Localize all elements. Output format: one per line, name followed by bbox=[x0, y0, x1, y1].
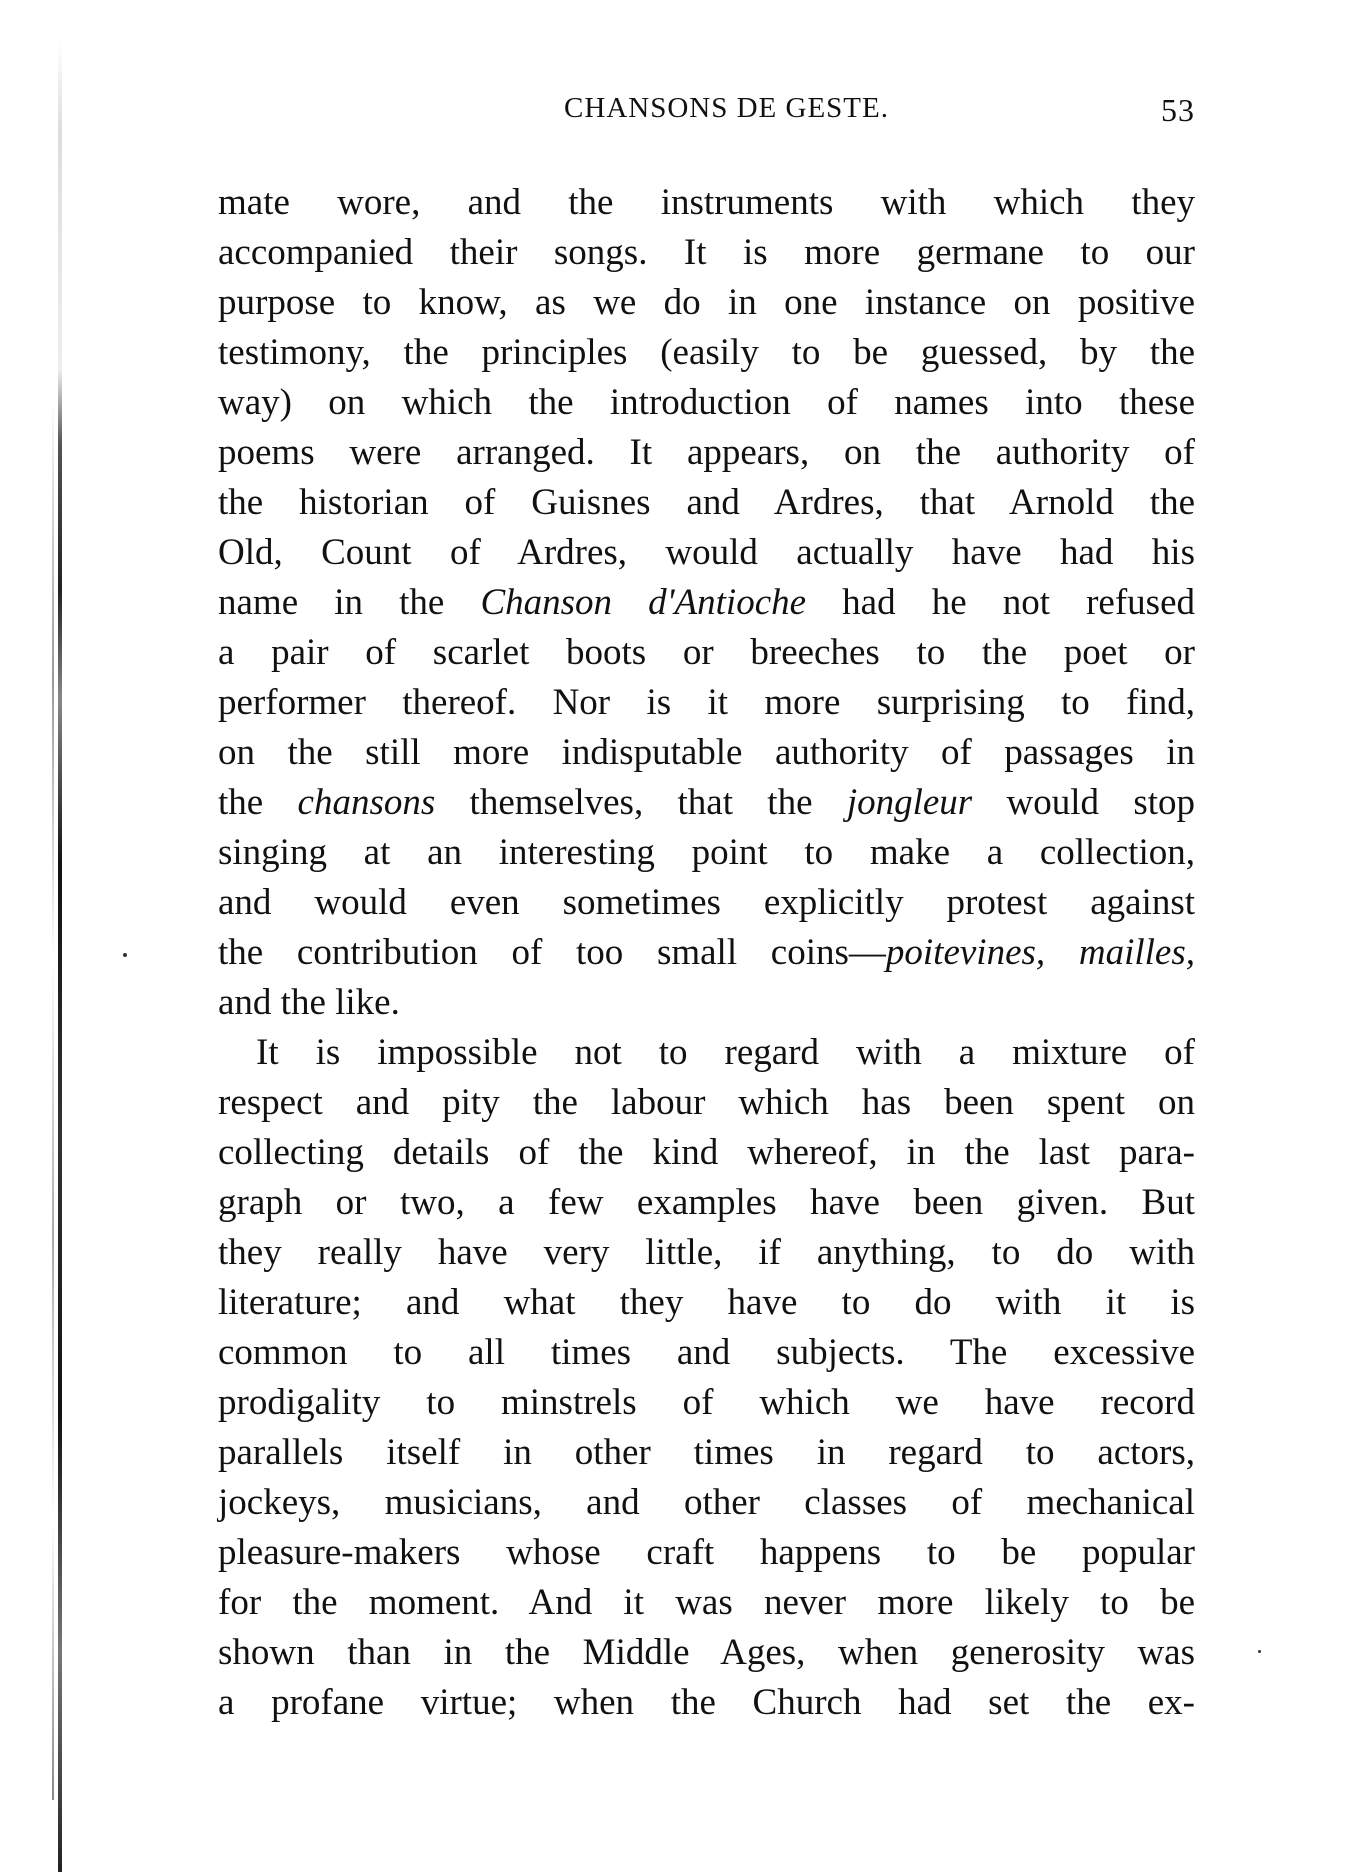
text-segment: a pair of scarlet boots or breeches to the poet or bbox=[218, 632, 1195, 673]
italic-text: Chanson d'Antioche bbox=[480, 582, 807, 623]
text-segment: pleasure-makers whose craft happens to be popular bbox=[218, 1532, 1195, 1573]
text-segment: literature; and what they have to do with it is bbox=[218, 1282, 1195, 1323]
text-line bbox=[218, 1328, 1195, 1378]
text-segment: jockeys, musicians, and other classes of mechanical bbox=[218, 1482, 1195, 1523]
text-line bbox=[218, 178, 1195, 228]
text-segment: It is impossible not to regard with a mixture of bbox=[256, 1032, 1195, 1073]
text-line bbox=[218, 1078, 1195, 1128]
text-line bbox=[218, 1528, 1195, 1578]
text-segment: accompanied their songs. It is more germane to our bbox=[218, 232, 1195, 273]
text-segment: and would even sometimes explicitly protest against bbox=[218, 882, 1195, 923]
text-line bbox=[218, 1228, 1195, 1278]
text-line bbox=[218, 978, 1195, 1028]
text-segment: common to all times and subjects. The excessive bbox=[218, 1332, 1195, 1373]
text-segment: graph or two, a few examples have been given. But bbox=[218, 1182, 1195, 1223]
text-segment: way) on which the introduction of names into these bbox=[218, 382, 1195, 423]
text-line bbox=[218, 478, 1195, 528]
text-line bbox=[218, 1428, 1195, 1478]
text-segment: and the like. bbox=[218, 982, 400, 1023]
text-segment: Old, Count of Ardres, would actually have had his bbox=[218, 532, 1195, 573]
text-segment: the historian of Guisnes and Ardres, that Arnold the bbox=[218, 482, 1195, 523]
text-line bbox=[218, 1278, 1195, 1328]
text-line bbox=[218, 528, 1195, 578]
body-text bbox=[218, 178, 1195, 1728]
text-segment: for the moment. And it was never more likely to be bbox=[218, 1582, 1195, 1623]
text-segment: the bbox=[218, 782, 298, 823]
text-segment: a profane virtue; when the Church had set the ex- bbox=[218, 1682, 1195, 1723]
text-segment: respect and pity the labour which has been spent on bbox=[218, 1082, 1195, 1123]
page-number: 53 bbox=[1161, 92, 1195, 128]
text-line bbox=[218, 1128, 1195, 1178]
text-segment: testimony, the principles (easily to be guessed, by the bbox=[218, 332, 1195, 373]
speck bbox=[123, 953, 127, 957]
running-title: CHANSONS DE GESTE. bbox=[564, 92, 889, 124]
text-segment: performer thereof. Nor is it more surprising to find, bbox=[218, 682, 1195, 723]
text-line bbox=[218, 328, 1195, 378]
text-line bbox=[218, 928, 1195, 978]
text-segment: had he not refused bbox=[806, 582, 1195, 623]
text-segment: themselves, that the bbox=[435, 782, 847, 823]
text-segment: collecting details of the kind whereof, in the last para- bbox=[218, 1132, 1195, 1173]
text-line bbox=[218, 578, 1195, 628]
binding-edge-shadow-faint bbox=[52, 400, 54, 1800]
text-line bbox=[218, 878, 1195, 928]
text-line bbox=[218, 678, 1195, 728]
text-segment: prodigality to minstrels of which we have record bbox=[218, 1382, 1195, 1423]
text-line bbox=[218, 278, 1195, 328]
text-segment: the contribution of too small coins— bbox=[218, 932, 886, 973]
text-segment: singing at an interesting point to make a collection, bbox=[218, 832, 1195, 873]
italic-text: jongleur bbox=[846, 782, 973, 823]
text-line bbox=[218, 1378, 1195, 1428]
text-line bbox=[218, 1628, 1195, 1678]
text-segment: they really have very little, if anything, to do with bbox=[218, 1232, 1195, 1273]
text-segment: shown than in the Middle Ages, when generosity was bbox=[218, 1632, 1195, 1673]
text-line bbox=[218, 1028, 1195, 1078]
text-segment: would stop bbox=[972, 782, 1195, 823]
text-line bbox=[218, 1578, 1195, 1628]
text-segment: on the still more indisputable authority of passages in bbox=[218, 732, 1195, 773]
text-segment: poems were arranged. It appears, on the authority of bbox=[218, 432, 1195, 473]
text-line bbox=[218, 378, 1195, 428]
text-line bbox=[218, 628, 1195, 678]
italic-text: poitevines, mailles, bbox=[885, 932, 1195, 973]
text-line bbox=[218, 728, 1195, 778]
text-line bbox=[218, 1178, 1195, 1228]
text-line bbox=[218, 228, 1195, 278]
text-segment: parallels itself in other times in regard to actors, bbox=[218, 1432, 1195, 1473]
page-header bbox=[218, 92, 1195, 132]
text-line bbox=[218, 428, 1195, 478]
text-line bbox=[218, 778, 1195, 828]
text-segment: purpose to know, as we do in one instance on positive bbox=[218, 282, 1195, 323]
text-segment: name in the bbox=[218, 582, 481, 623]
text-line bbox=[218, 1478, 1195, 1528]
binding-edge-shadow bbox=[58, 40, 62, 1872]
italic-text: chansons bbox=[297, 782, 436, 823]
text-line bbox=[218, 1678, 1195, 1728]
text-segment: mate wore, and the instruments with which they bbox=[218, 182, 1195, 223]
speck bbox=[1258, 1650, 1261, 1653]
text-line bbox=[218, 828, 1195, 878]
